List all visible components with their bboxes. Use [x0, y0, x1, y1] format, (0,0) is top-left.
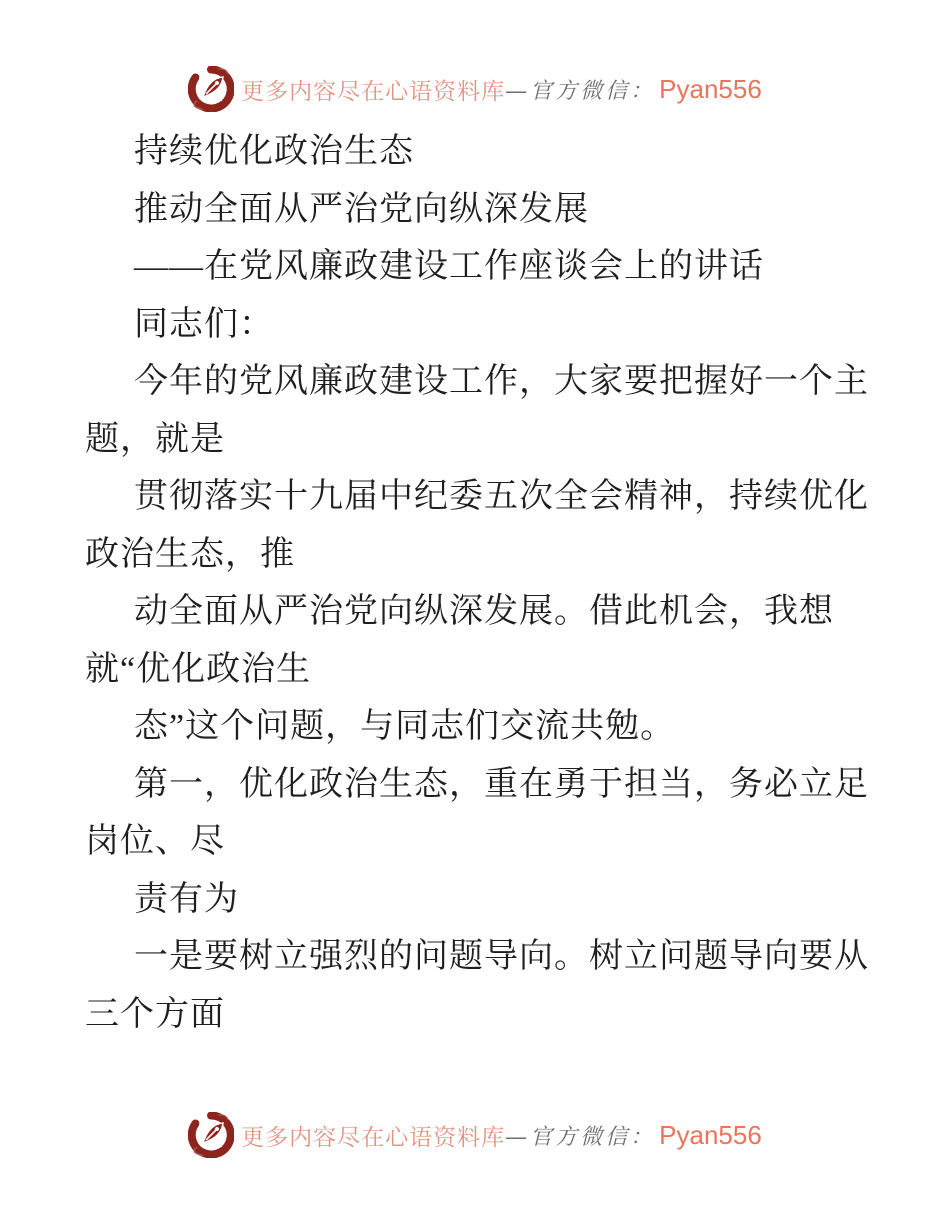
document-line: 三个方面 [85, 995, 225, 1033]
document-line: 推动全面从严治党向纵深发展 [134, 190, 589, 228]
pen-nib-circle-logo-icon [188, 1112, 234, 1158]
watermark-brand-text: 更多内容尽在心语资料库 [241, 78, 506, 104]
document-line: 动全面从严治党向纵深发展。借此机会，我想 [134, 593, 834, 630]
document-line: 持续优化政治生态 [134, 133, 414, 170]
watermark-wechat-id: Pyan556 [659, 73, 762, 104]
pen-nib-circle-logo-icon [188, 66, 234, 112]
watermark-wechat-id: Pyan556 [659, 1119, 762, 1150]
document-line: 第一，优化政治生态，重在勇于担当，务必立足 [134, 765, 869, 803]
document-body [85, 123, 885, 1043]
document-line: 同志们： [134, 305, 274, 343]
document-line: 今年的党风廉政建设工作，大家要把握好一个主 [134, 363, 869, 400]
document-line: 就“优化政治生 [85, 650, 312, 688]
document-line: 责有为 [134, 880, 239, 918]
watermark-wechat-label: —官方微信： [505, 1124, 656, 1150]
watermark-wechat-label: —官方微信： [505, 78, 656, 104]
document-line: 政治生态，推 [85, 535, 295, 573]
header-watermark [0, 66, 950, 112]
document-line: 题，就是 [85, 420, 225, 458]
watermark-brand-text: 更多内容尽在心语资料库 [241, 1124, 506, 1150]
document-line: 岗位、尽 [85, 823, 225, 860]
document-line: ——在党风廉政建设工作座谈会上的讲话 [134, 248, 764, 285]
document-line: 贯彻落实十九届中纪委五次全会精神，持续优化 [134, 478, 869, 515]
document-line: 一是要树立强烈的问题导向。树立问题导向要从 [134, 938, 869, 975]
document-line: 态”这个问题，与同志们交流共勉。 [134, 708, 676, 745]
footer-watermark [0, 1112, 950, 1158]
